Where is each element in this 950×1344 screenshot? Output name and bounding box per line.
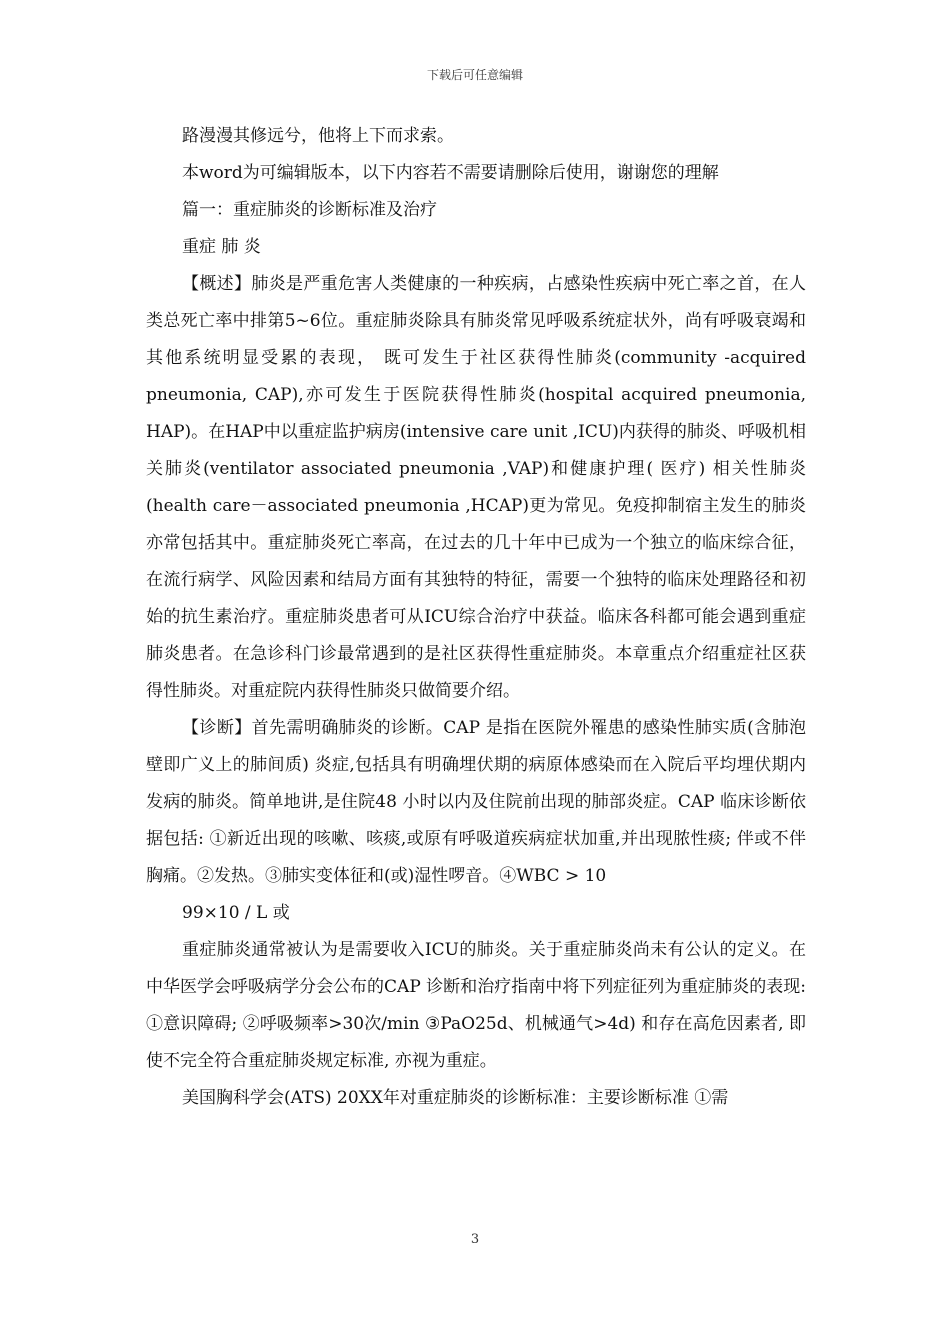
paragraph-ats-criteria: 美国胸科学会(ATS) 20XX年对重症肺炎的诊断标准：主要诊断标准 ①需 bbox=[182, 1088, 729, 1108]
paragraph-diagnosis: 【诊断】首先需明确肺炎的诊断。CAP 是指在医院外罹患的感染性肺实质(含肺泡壁即广义上的肺间质) 炎症,包括具有明确埋伏期的病原体感染而在入院后平均埋伏期内发病的肺炎。简单地讲,是住院48 小时以内及住院前出现的肺部炎症。CAP 临床诊断依据包括: ①新近出现的咳嗽、咳痰,或原有呼吸道疾病症状加重,并出现脓性痰; 伴或不伴胸痛。②发热。③肺实变体征和(或)湿性啰音。④WBC > 10 bbox=[146, 718, 806, 886]
paragraph-motto: 路漫漫其修远兮，他将上下而求索。 bbox=[182, 126, 454, 146]
paragraph-editable-note: 本word为可编辑版本，以下内容若不需要请删除后使用，谢谢您的理解 bbox=[182, 163, 719, 183]
document-body bbox=[146, 118, 806, 1117]
paragraph-severe-definition: 重症肺炎通常被认为是需要收入ICU的肺炎。关于重症肺炎尚未有公认的定义。在中华医学会呼吸病学分会公布的CAP 诊断和治疗指南中将下列症征列为重症肺炎的表现: ①意识障碍; ②呼吸频率>30次/min ③PaO25d、机械通气>4d) 和存在高危因素者, 即使不完全符合重症肺炎规定标准, 亦视为重症。 bbox=[146, 940, 806, 1071]
paragraph-chapter-title: 篇一：重症肺炎的诊断标准及治疗 bbox=[182, 200, 437, 220]
page-number: 3 bbox=[470, 1232, 480, 1247]
paragraph-formula: 99×10 / L 或 bbox=[182, 903, 290, 923]
paragraph-section-title: 重症 肺 炎 bbox=[182, 237, 261, 257]
paragraph-overview: 【概述】肺炎是严重危害人类健康的一种疾病，占感染性疾病中死亡率之首，在人类总死亡率中排第5~6位。重症肺炎除具有肺炎常见呼吸系统症状外，尚有呼吸衰竭和其他系统明显受累的表现， 既可发生于社区获得性肺炎(community -acquired pneumonia, CAP),亦可发生于医院获得性肺炎(hospital acquired pneumonia, HAP)。在HAP中以重症监护病房(intensive care unit ,ICU)内获得的肺炎、呼吸机相关肺炎(ventilator associated pneumonia ,VAP)和健康护理( 医疗) 相关性肺炎(health care－associated pneumonia ,HCAP)更为常见。免疫抑制宿主发生的肺炎亦常包括其中。重症肺炎死亡率高，在过去的几十年中已成为一个独立的临床综合征，在流行病学、风险因素和结局方面有其独特的特征，需要一个独特的临床处理路径和初始的抗生素治疗。重症肺炎患者可从ICU综合治疗中获益。临床各科都可能会遇到重症肺炎患者。在急诊科门诊最常遇到的是社区获得性重症肺炎。本章重点介绍重症社区获得性肺炎。对重症院内获得性肺炎只做简要介绍。 bbox=[146, 274, 806, 701]
page-header: 下载后可任意编辑 bbox=[426, 68, 523, 82]
